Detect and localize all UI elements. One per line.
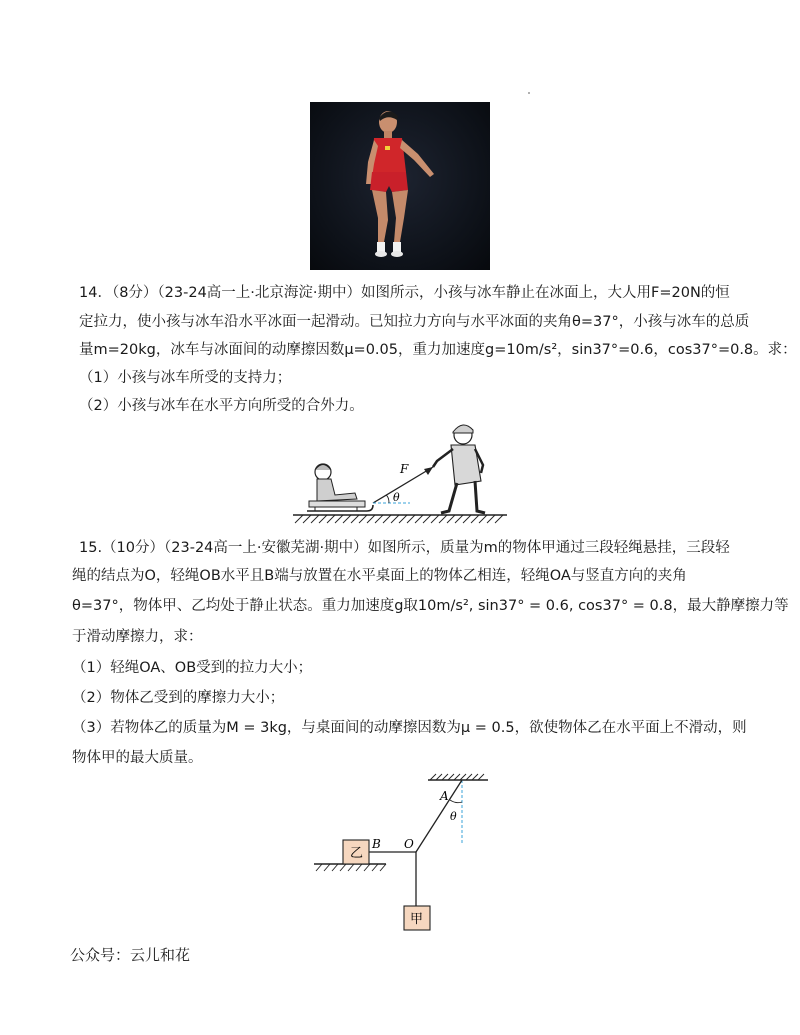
q15-line-1: 15.（10分）（23-24高一上·安徽芜湖·期中）如图所示，质量为m的物体甲通过三段轻绳悬挂，三段轻 bbox=[79, 540, 730, 556]
q15-block-yi: 乙 bbox=[350, 846, 364, 861]
q15-rope-figure bbox=[310, 770, 500, 935]
footer-credit: 公众号：云儿和花 bbox=[70, 946, 191, 964]
q15-sub-3: （3）若物体乙的质量为M = 3kg，与桌面间的动摩擦因数为μ = 0.5，欲使物体乙在水平面上不滑动，则 bbox=[72, 720, 747, 736]
q15-line-2: 绳的结点为O，轻绳OB水平且B端与放置在水平桌面上的物体乙相连，轻绳OA与竖直方向的夹角 bbox=[72, 568, 687, 584]
athlete-photo bbox=[310, 102, 490, 270]
q15-label-a: A bbox=[440, 789, 449, 803]
q14-theta-label: θ bbox=[393, 491, 400, 504]
q15-line-4: 于滑动摩擦力，求： bbox=[72, 629, 203, 645]
athlete-illustration bbox=[310, 102, 490, 270]
q15-label-o: O bbox=[404, 837, 414, 851]
q14-line-2: 定拉力，使小孩与冰车沿水平冰面一起滑动。已知拉力方向与水平冰面的夹角θ=37°，小孩与冰车的总质 bbox=[79, 314, 750, 330]
q14-sled-figure bbox=[285, 415, 515, 527]
q15-block-jia: 甲 bbox=[410, 912, 424, 927]
q15-sub-2: （2）物体乙受到的摩擦力大小； bbox=[72, 690, 285, 706]
q14-sub-1: （1）小孩与冰车所受的支持力； bbox=[79, 370, 292, 386]
q14-force-label: F bbox=[400, 462, 409, 476]
stray-mark bbox=[528, 92, 530, 94]
q14-line-3: 量m=20kg，冰车与冰面间的动摩擦因数μ=0.05，重力加速度g=10m/s²，sin37°=0.6，cos37°=0.8。求： bbox=[79, 342, 797, 358]
q15-sub-4: 物体甲的最大质量。 bbox=[72, 750, 203, 766]
q14-sub-2: （2）小孩与冰车在水平方向所受的合外力。 bbox=[79, 398, 364, 414]
q15-label-b: B bbox=[372, 837, 381, 851]
q14-line-1: 14．（8分）（23-24高一上·北京海淀·期中）如图所示，小孩与冰车静止在冰面上，大人用F=20N的恒 bbox=[79, 285, 730, 301]
q15-theta-label: θ bbox=[450, 810, 457, 823]
q15-sub-1: （1）轻绳OA、OB受到的拉力大小； bbox=[72, 660, 313, 676]
q15-line-3: θ=37°，物体甲、乙均处于静止状态。重力加速度g取10m/s², sin37° = 0.6, cos37° = 0.8，最大静摩擦力等 bbox=[72, 598, 789, 614]
